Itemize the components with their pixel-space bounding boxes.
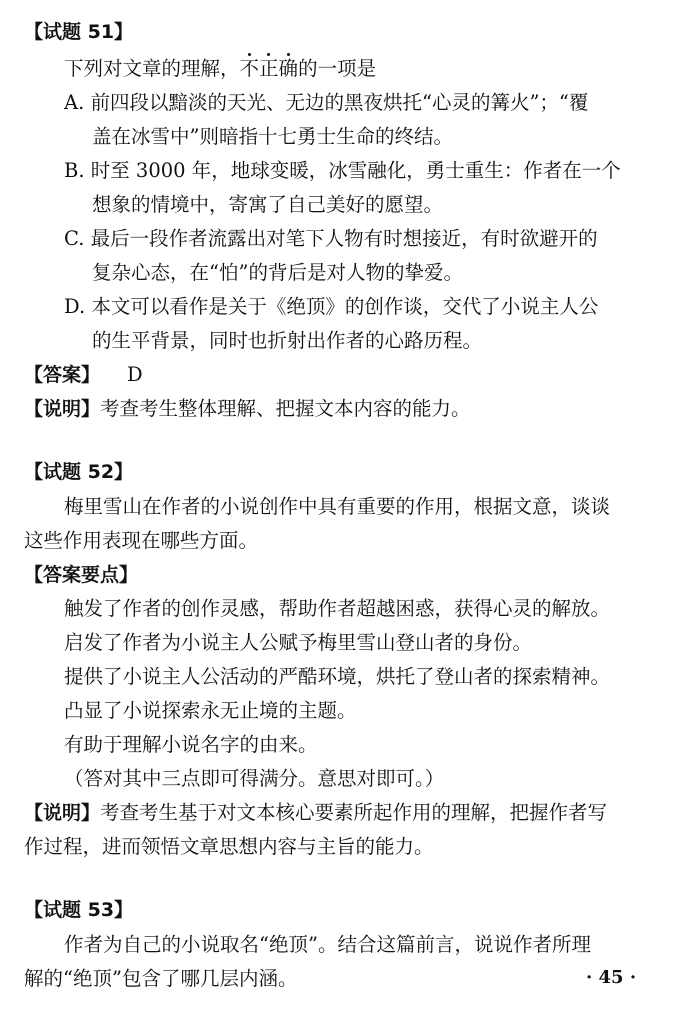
note-label-51: 【说明】 bbox=[24, 398, 101, 420]
option-d-line-2: 的生平背景，同时也折射出作者的心路历程。 bbox=[92, 329, 483, 352]
option-a-line-2: 盖在冰雪中”则暗指十七勇士生命的终结。 bbox=[92, 125, 453, 148]
option-d-line-1: D. 本文可以看作是关于《绝顶》的创作谈，交代了小说主人公 bbox=[64, 295, 599, 318]
key-point-5: 有助于理解小说名字的由来。 bbox=[64, 733, 318, 756]
question-53-stem-line-1: 作者为自己的小说取名“绝顶”。结合这篇前言，说说作者所理 bbox=[64, 933, 591, 956]
question-52-stem-line-2: 这些作用表现在哪些方面。 bbox=[24, 529, 259, 552]
option-a-line-1: A. 前四段以黯淡的天光、无边的黑夜烘托“心灵的篝火”；“覆 bbox=[64, 91, 589, 114]
question-51-title: 【试题 51】 bbox=[24, 21, 134, 43]
scoring-note: （答对其中三点即可得满分。意思对即可。） bbox=[64, 767, 445, 790]
note-text-52-line-1: 考查考生基于对文本核心要素所起作用的理解，把握作者写 bbox=[100, 801, 608, 824]
key-points-label: 【答案要点】 bbox=[24, 564, 139, 586]
question-51-stem bbox=[64, 57, 376, 81]
key-point-3: 提供了小说主人公活动的严酷环境，烘托了登山者的探索精神。 bbox=[64, 665, 611, 688]
option-c-line-1: C. 最后一段作者流露出对笔下人物有时想接近，有时欲避开的 bbox=[64, 227, 598, 250]
question-53-title: 【试题 53】 bbox=[24, 899, 134, 921]
question-52-stem-line-1: 梅里雪山在作者的小说创作中具有重要的作用，根据文意，谈谈 bbox=[64, 495, 611, 518]
key-point-4: 凸显了小说探索永无止境的主题。 bbox=[64, 699, 357, 722]
page-number: · 45 · bbox=[586, 967, 637, 988]
question-53-stem-line-2: 解的“绝顶”包含了哪几层内涵。 bbox=[24, 967, 298, 990]
emphasis-char-3: 确 bbox=[278, 57, 299, 80]
answer-label: 【答案】 bbox=[24, 364, 101, 386]
note-label-52: 【说明】 bbox=[24, 802, 101, 824]
answer-value: D bbox=[127, 363, 143, 386]
question-52-title: 【试题 52】 bbox=[24, 461, 134, 483]
emphasis-char-1: 不 bbox=[239, 57, 260, 80]
note-text-52-line-2: 作过程，进而领悟文章思想内容与主旨的能力。 bbox=[24, 835, 434, 858]
question-51-stem-part-b: 的一项是 bbox=[298, 57, 377, 80]
key-point-1: 触发了作者的创作灵感，帮助作者超越困惑，获得心灵的解放。 bbox=[64, 597, 611, 620]
option-c-line-2: 复杂心态，在“怕”的背后是对人物的挚爱。 bbox=[92, 261, 463, 284]
option-b-line-2: 想象的情境中，寄寓了自己美好的愿望。 bbox=[92, 193, 444, 216]
question-51-stem-part-a: 下列对文章的理解， bbox=[64, 57, 240, 80]
option-b-line-1: B. 时至 3000 年，地球变暖，冰雪融化，勇士重生：作者在一个 bbox=[64, 159, 621, 182]
emphasis-char-2: 正 bbox=[259, 57, 279, 80]
key-point-2: 启发了作者为小说主人公赋予梅里雪山登山者的身份。 bbox=[64, 631, 533, 654]
note-text-51: 考查考生整体理解、把握文本内容的能力。 bbox=[100, 397, 471, 420]
